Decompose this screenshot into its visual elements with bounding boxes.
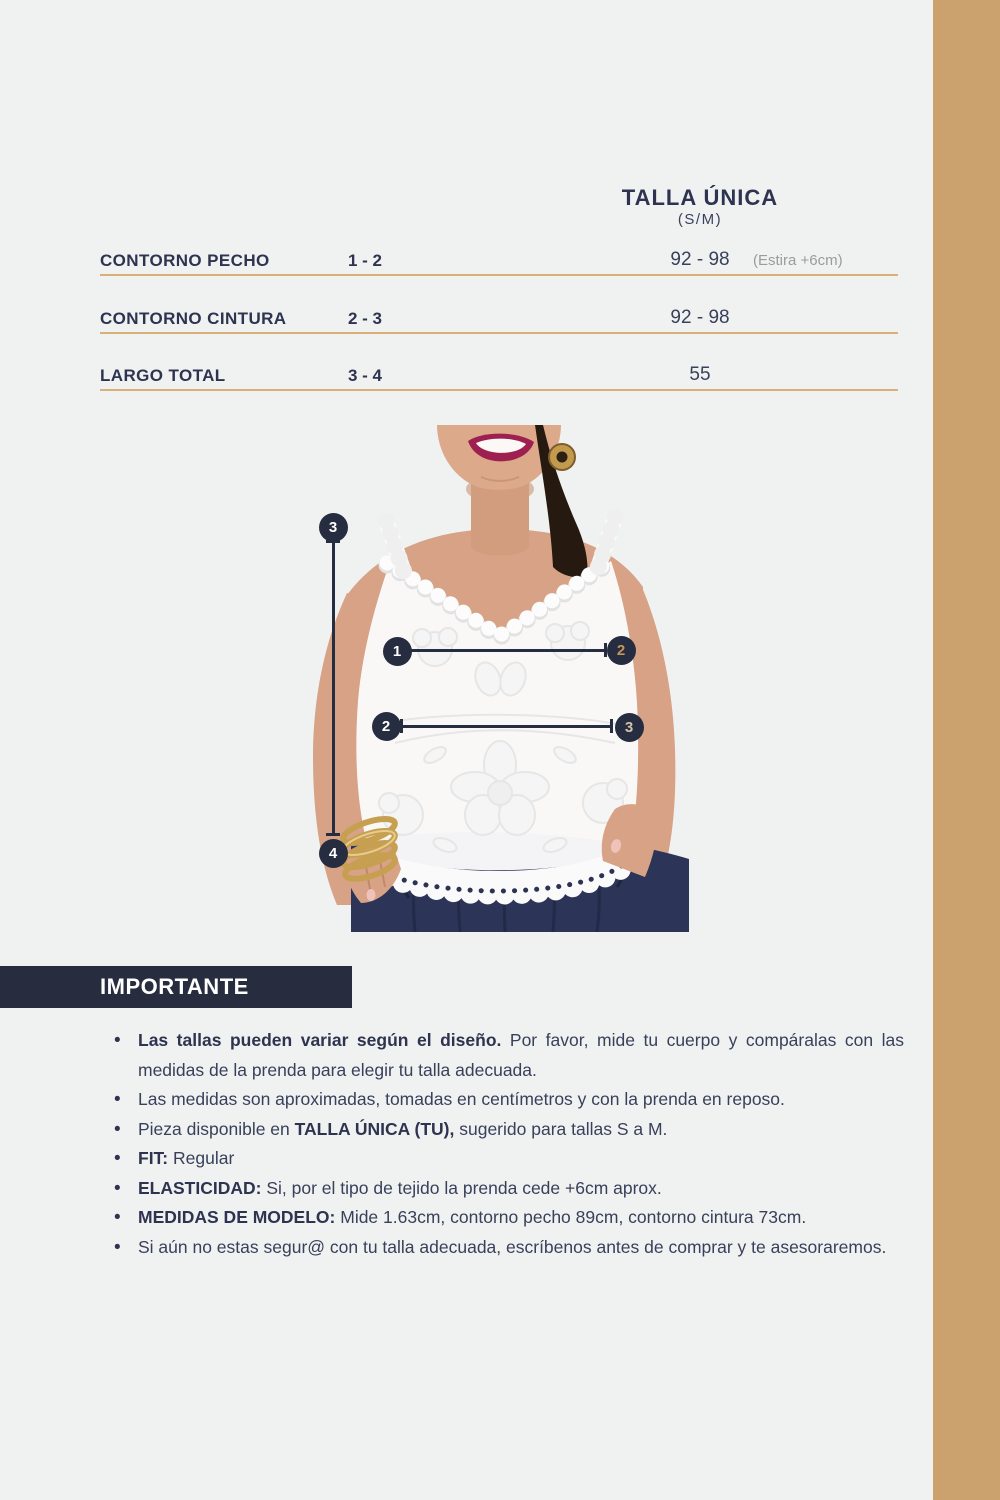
model-figure bbox=[285, 425, 700, 932]
chest-line bbox=[406, 649, 607, 652]
item-bold: FIT: bbox=[138, 1148, 169, 1168]
waist-line bbox=[400, 725, 613, 728]
size-table bbox=[0, 0, 933, 410]
marker-chest-left: 1 bbox=[383, 637, 412, 666]
list-item bbox=[112, 1115, 904, 1145]
bullet-icon: • bbox=[114, 1207, 121, 1228]
item-bold: ELASTICIDAD: bbox=[138, 1177, 262, 1198]
item-text: sugerido para tallas S a M. bbox=[454, 1118, 668, 1139]
bullet-icon: • bbox=[114, 1236, 121, 1258]
item-bold: Las tallas pueden variar según el diseño. bbox=[138, 1030, 502, 1050]
item-text: Mide 1.63cm, contorno pecho 89cm, contorno cintura 73cm. bbox=[335, 1207, 807, 1227]
length-line-bottom-cap bbox=[326, 833, 340, 836]
bullet-icon: • bbox=[114, 1030, 121, 1051]
item-text: Por favor, mide tu cuerpo y compáralas con las medidas de la prenda para elegir tu talla adecuada. bbox=[138, 1030, 904, 1080]
importante-title: IMPORTANTE bbox=[100, 974, 249, 999]
row-value: 55 bbox=[689, 364, 711, 385]
row-label: LARGO TOTAL bbox=[100, 366, 226, 385]
item-pre: Pieza disponible en bbox=[138, 1118, 295, 1139]
row-underline bbox=[100, 274, 898, 276]
marker-length-bottom: 4 bbox=[319, 839, 348, 868]
row-range: 1 - 2 bbox=[348, 251, 383, 270]
list-item bbox=[112, 1174, 904, 1204]
marker-waist-right: 3 bbox=[615, 713, 644, 742]
row-value: 92 - 98 bbox=[670, 307, 730, 328]
table-subtitle: (S/M) bbox=[677, 211, 723, 228]
bullet-icon: • bbox=[114, 1148, 121, 1169]
list-item bbox=[112, 1144, 904, 1174]
item-bold: TALLA ÚNICA (TU), bbox=[294, 1118, 455, 1139]
bullet-icon: • bbox=[114, 1177, 121, 1199]
row-label: CONTORNO PECHO bbox=[100, 251, 270, 270]
row-underline bbox=[100, 389, 898, 391]
table-title: TALLA ÚNICA bbox=[621, 185, 779, 210]
row-underline bbox=[100, 332, 898, 334]
list-item bbox=[112, 1085, 904, 1115]
row-range: 3 - 4 bbox=[348, 366, 383, 385]
importante-banner bbox=[0, 966, 352, 1008]
importante-notes bbox=[112, 1026, 904, 1262]
marker-waist-left: 2 bbox=[372, 712, 401, 741]
waist-line-right-cap bbox=[610, 719, 613, 733]
list-item bbox=[112, 1233, 904, 1263]
item-text: Regular bbox=[168, 1148, 235, 1168]
item-text: Las medidas son aproximadas, tomadas en centímetros y con la prenda en reposo. bbox=[138, 1089, 785, 1109]
row-value: 92 - 98 bbox=[670, 249, 730, 270]
bullet-icon: • bbox=[114, 1089, 121, 1110]
item-text: Si, por el tipo de tejido la prenda cede +6cm aprox. bbox=[261, 1177, 662, 1198]
marker-chest-right: 2 bbox=[607, 636, 636, 665]
list-item bbox=[112, 1203, 904, 1233]
bullet-icon: • bbox=[114, 1118, 121, 1140]
row-note: (Estira +6cm) bbox=[753, 252, 843, 269]
accent-stripe bbox=[933, 0, 1000, 1500]
earring-icon bbox=[549, 444, 575, 470]
item-text: Si aún no estas segur@ con tu talla adecuada, escríbenos antes de comprar y te asesoraremos. bbox=[138, 1236, 887, 1257]
marker-length-top: 3 bbox=[319, 513, 348, 542]
list-item bbox=[112, 1026, 904, 1085]
length-line bbox=[332, 542, 335, 835]
row-label: CONTORNO CINTURA bbox=[100, 309, 287, 328]
importante-list bbox=[112, 1026, 904, 1262]
row-range: 2 - 3 bbox=[348, 309, 383, 328]
item-bold: MEDIDAS DE MODELO: bbox=[138, 1207, 336, 1227]
